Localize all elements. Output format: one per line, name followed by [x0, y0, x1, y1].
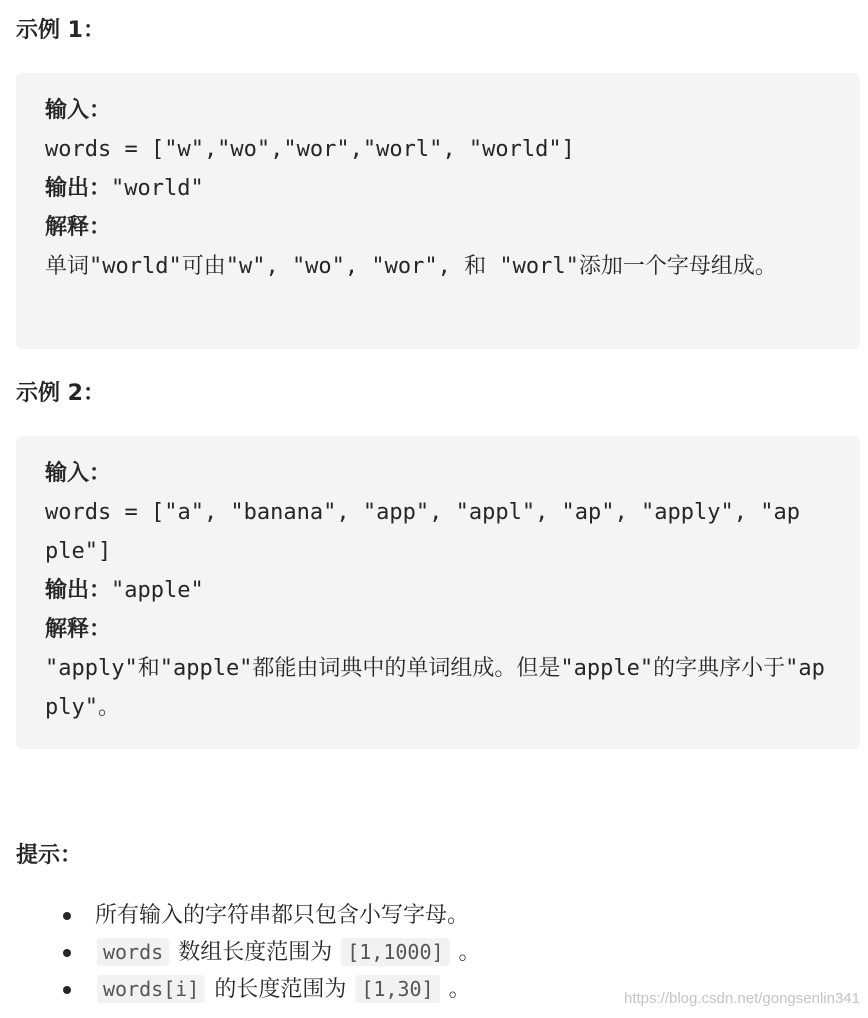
example-2-output-value: "apple" [111, 578, 204, 603]
tips-list [0, 897, 481, 1008]
example-1-output-value: "world" [111, 176, 204, 201]
tips-item-text: 数组长度范围为 [171, 940, 340, 965]
tips-item [0, 971, 481, 1008]
example-1-output-label: 输出： [45, 176, 112, 201]
example-2-explain-text: "apply"和"apple"都能由词典中的单词组成。但是"apple"的字典序小于"apply"。 [45, 656, 825, 720]
example-2-output-line [45, 571, 840, 610]
tips-item-text: 的长度范围为 [207, 977, 354, 1002]
example-1-explain-label: 解释： [45, 215, 112, 240]
example-2-box [16, 436, 860, 749]
tips-item-text: 。 [451, 940, 481, 965]
example-1-input-label: 输入： [45, 98, 112, 123]
bullet-icon [63, 912, 71, 920]
inline-code: words[i] [97, 975, 205, 1003]
tips-item [0, 897, 481, 934]
example-2-output-label: 输出： [45, 578, 112, 603]
bullet-icon [63, 949, 71, 957]
example-1-input-code: words = ["w","wo","wor","worl", "world"] [45, 137, 575, 162]
example-1-heading: 示例 1： [16, 18, 105, 43]
tips-item [0, 934, 481, 971]
inline-code: [1,1000] [341, 938, 449, 966]
example-1-box [16, 73, 860, 349]
inline-code: words [97, 938, 169, 966]
inline-code: [1,30] [355, 975, 439, 1003]
tips-item-text: 所有输入的字符串都只包含小写字母。 [95, 903, 470, 928]
tips-heading: 提示： [16, 843, 83, 868]
watermark: https://blog.csdn.net/gongsenlin341 [623, 990, 860, 1007]
example-2-input-label: 输入： [45, 461, 112, 486]
tips-item-text: 。 [441, 977, 471, 1002]
example-2-input-code: words = ["a", "banana", "app", "appl", "ap", "apply", "apple"] [45, 500, 800, 564]
example-2-explain-label: 解释： [45, 617, 112, 642]
example-1-explain-text: 单词"world"可由"w", "wo", "wor", 和 "worl"添加一个字母组成。 [45, 254, 777, 279]
example-1-output-line [45, 169, 840, 208]
example-2-heading: 示例 2： [16, 381, 105, 406]
bullet-icon [63, 986, 71, 994]
